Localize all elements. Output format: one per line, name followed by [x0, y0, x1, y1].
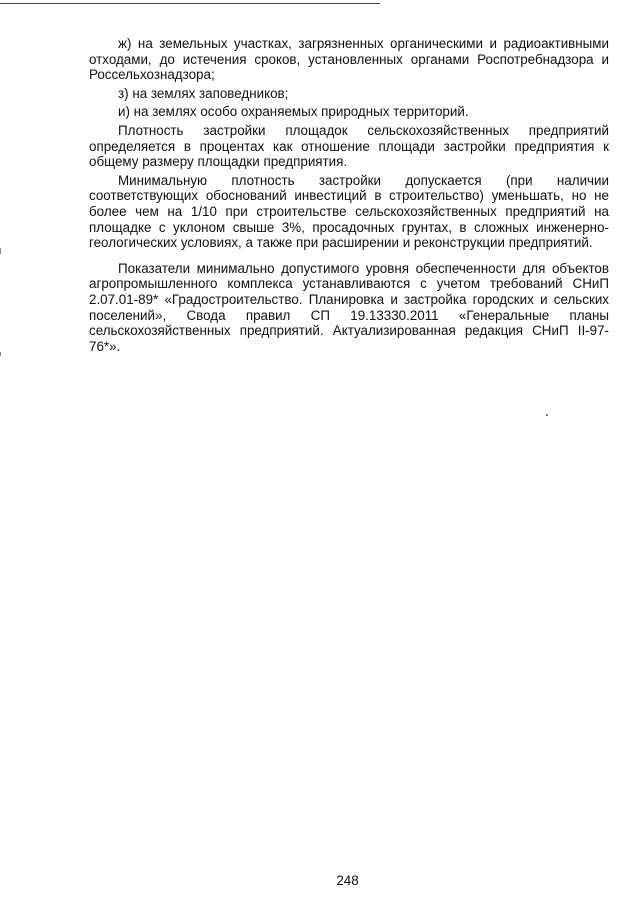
scan-edge-mark — [0, 352, 1, 356]
document-body — [89, 36, 609, 354]
paragraph-indicators: Показатели минимально допустимого уровня обеспеченности для объектов агропромышленного комплекса устанавливаются с учетом требований СНиП 2.07.01-89* «Градостроительство. Планировка и застройка городских и сельских поселений», Свода правил СП 19.13330.2011 «Генеральные планы сельскохозяйственных предприятий. Актуализированная редакция СНиП II-97-76*». — [89, 260, 609, 354]
scan-edge-mark — [0, 248, 1, 254]
paragraph-item-z: з) на землях заповедников; — [118, 85, 289, 101]
scan-speck — [546, 414, 548, 416]
paragraph-item-i: и) на землях особо охраняемых природных территорий. — [118, 104, 469, 120]
paragraph-min-density: Минимальную плотность застройки допускается (при наличии соответствующих обоснований инвестиций в строительство) уменьшать, но не более чем на 1/10 при строительстве сельскохозяйственных предприятий на площадке с уклоном свыше 3%, просадочных грунтах, в сложных инженерно-геологических условиях, а также при расширении и реконструкции предприятий. — [89, 172, 609, 251]
page-number: 248 — [336, 873, 359, 888]
top-border-line — [0, 3, 380, 4]
paragraph-density: Плотность застройки площадок сельскохозяйственных предприятий определяется в процентах как отношение площади застройки предприятия к общему размеру площадки предприятия. — [89, 122, 609, 170]
paragraph-item-zh: ж) на земельных участках, загрязненных органическими и радиоактивными отходами, до истечения сроков, установленных органами Роспотребнадзора и Россельхознадзора; — [89, 36, 609, 83]
